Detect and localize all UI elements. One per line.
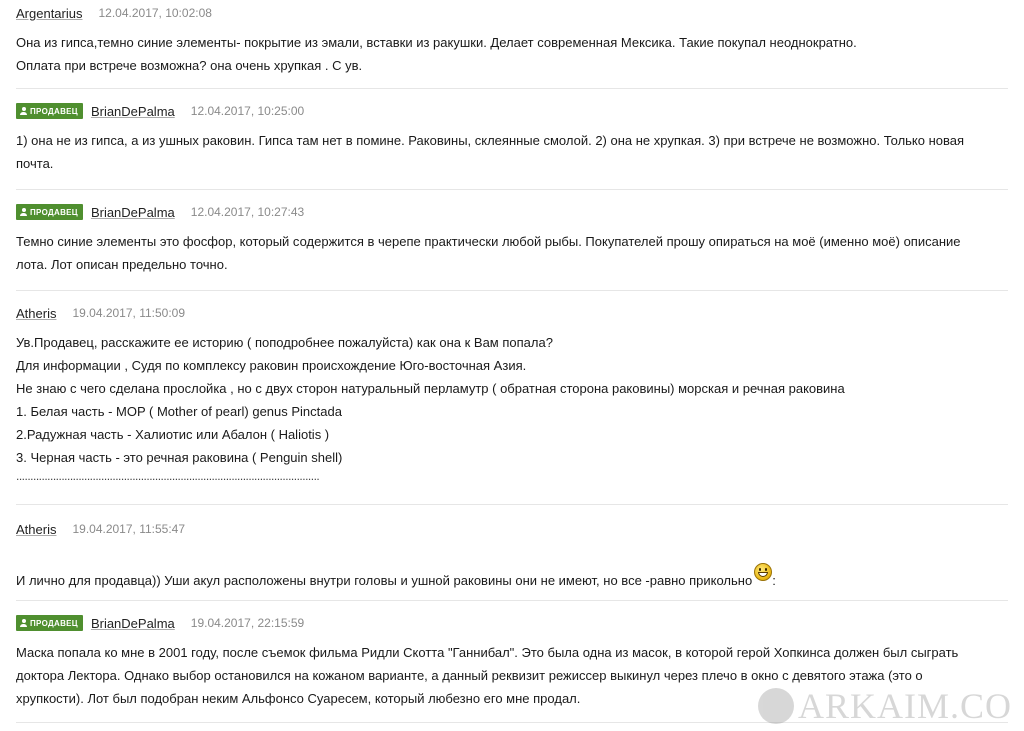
seller-badge <box>16 615 83 631</box>
comment-line: почта. <box>16 156 54 171</box>
comment-author[interactable]: Atheris <box>16 305 57 321</box>
comment-text <box>16 230 1008 276</box>
user-icon <box>20 107 27 115</box>
comment <box>16 505 1008 601</box>
seller-badge <box>16 204 83 220</box>
user-icon <box>20 619 27 627</box>
watermark-logo-icon <box>758 688 794 724</box>
comment-text <box>16 331 1008 469</box>
comment-line: И лично для продавца)) Уши акул расположены внутри головы и ушной раковины они не имеют, но все -равно прикольно <box>16 573 753 588</box>
comment-line: доктора Лектора. Однако выбор остановился на кожаном варианте, а данный реквизит режиссер выкинул через плечо в окно с девятого этажа (это о <box>16 668 923 683</box>
comment-line: 1. Белая часть - MOP ( Mother of pearl) genus Pinctada <box>16 404 342 419</box>
watermark <box>758 685 1012 727</box>
comment-line: Темно синие элементы это фосфор, который содержится в черепе практически любой рыбы. Покупателей прошу опираться на моё (именно моё) описание <box>16 234 961 249</box>
comment-author[interactable]: BrianDePalma <box>90 103 175 119</box>
comment-line: Для информации , Судя по комплексу раковин происхождение Юго-восточная Азия. <box>16 358 527 373</box>
dotted-separator: ........................................................................................................... <box>16 469 320 483</box>
seller-badge-label: ПРОДАВЕЦ <box>30 618 78 628</box>
comment-line: 2.Радужная часть - Халиотис или Абалон ( Haliotis ) <box>16 427 330 442</box>
comment-date: 12.04.2017, 10:02:08 <box>98 6 212 20</box>
comment-date: 19.04.2017, 11:55:47 <box>72 522 186 536</box>
seller-badge-label: ПРОДАВЕЦ <box>30 207 78 217</box>
comment-author[interactable]: BrianDePalma <box>90 204 175 220</box>
comment-meta <box>16 0 1008 25</box>
watermark-text: ARKAIM.CO <box>797 686 1012 726</box>
comment-line: лота. Лот описан предельно точно. <box>16 257 228 272</box>
comment-meta <box>16 291 1008 325</box>
seller-badge-label: ПРОДАВЕЦ <box>30 106 78 116</box>
comment-author[interactable]: BrianDePalma <box>90 615 175 631</box>
comment-line-end: : <box>772 573 776 588</box>
comment-meta <box>16 89 1008 123</box>
comment <box>16 89 1008 190</box>
comment <box>16 0 1008 89</box>
comment <box>16 190 1008 291</box>
comment-date: 12.04.2017, 10:27:43 <box>190 205 305 219</box>
comment-line: 3. Черная часть - это речная раковина ( Penguin shell) <box>16 450 343 465</box>
comment-line: Ув.Продавец, расскажите ее историю ( поподробнее пожалуйста) как она к Вам попала? <box>16 335 553 350</box>
comment-line: Не знаю с чего сделана прослойка , но с двух сторон натуральный перламутр ( обратная сторона раковины) морская и речная раковина <box>16 381 845 396</box>
comment-meta <box>16 505 1008 541</box>
comment-line: 1) она не из гипса, а из ушных раковин. Гипса там нет в помине. Раковины, склеянные смолой. 2) она не хрупкая. 3) при встрече не возможно. Только новая <box>16 133 965 148</box>
comment-text <box>16 31 1008 77</box>
seller-badge <box>16 103 83 119</box>
comment-date: 19.04.2017, 11:50:09 <box>72 306 186 320</box>
comment <box>16 291 1008 505</box>
grin-smiley-icon <box>754 563 772 581</box>
comment-line: хрупкости). Лот был подобран неким Альфонсо Суаресем, который любезно его мне продал. <box>16 691 581 706</box>
comment-line: Оплата при встрече возможна? она очень хрупкая . С ув. <box>16 58 363 73</box>
comment-line: Она из гипса,темно синие элементы- покрытие из эмали, вставки из ракушки. Делает современная Мексика. Такие покупал неоднократно. <box>16 35 857 50</box>
comment-date: 12.04.2017, 10:25:00 <box>190 104 305 118</box>
user-icon <box>20 208 27 216</box>
comment-line: Маска попала ко мне в 2001 году, после съемок фильма Ридли Скотта "Ганнибал". Это была одна из масок, в которой герой Хопкинса должен был сыграть <box>16 645 959 660</box>
comment-meta <box>16 601 1008 635</box>
comment-date: 19.04.2017, 22:15:59 <box>190 616 305 630</box>
comment-meta <box>16 190 1008 224</box>
comment-text <box>16 563 1008 592</box>
comment-author[interactable]: Atheris <box>16 521 57 537</box>
comment-author[interactable]: Argentarius <box>16 5 83 21</box>
comment-text <box>16 129 1008 175</box>
